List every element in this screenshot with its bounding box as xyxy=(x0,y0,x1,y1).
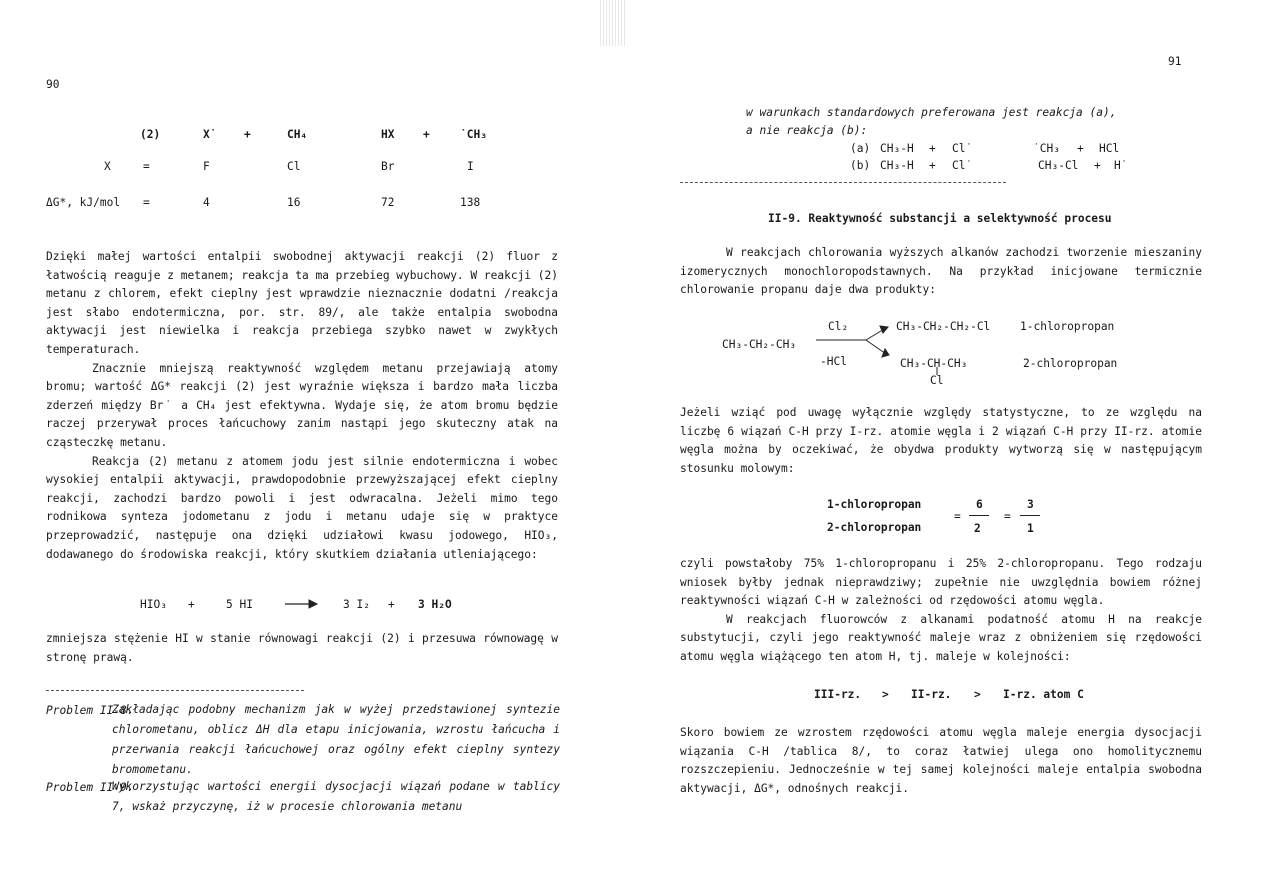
eq-term: HIO₃ xyxy=(140,598,167,611)
ratio-numerator: 3 xyxy=(1027,498,1034,511)
table-cell: 16 xyxy=(287,196,301,209)
eq-term: 5 HI xyxy=(226,598,253,611)
product-2-name: 2-chloropropan xyxy=(1023,357,1118,370)
left-page xyxy=(0,0,630,893)
scheme-reagent: Cl₂ xyxy=(828,320,849,333)
rxn-term: Cl˙ xyxy=(952,142,973,155)
order-term: II-rz. xyxy=(911,688,952,701)
order-term: > xyxy=(882,688,889,701)
table-cell: ˙CH₃ xyxy=(460,128,487,141)
body-text xyxy=(680,244,1202,300)
rxn-term: Cl˙ xyxy=(952,159,973,172)
ratio-name: 2-chloropropan xyxy=(827,521,922,534)
paragraph: W reakcjach fluorowców z alkanami podatność atomu H na reakcje substytucji, czyli jego reaktywność maleje wraz z obniżeniem się rzędowości atomu węgla wiążącego ten atom H, tj. maleje w kolejności: xyxy=(680,612,1202,663)
rxn-term: + xyxy=(1077,142,1084,155)
paragraph: czyli powstałoby 75% 1-chloropropanu i 25% 2-chloropropanu. Tego rodzaju wniosek byłby jednak nieprawdziwy; zupełnie nie uwzględnia bowiem różnej reaktywności wiązań C-H w zależności od rzędowości atomu węgla. xyxy=(680,557,1202,608)
rxn-term: (b) xyxy=(850,159,871,172)
rxn-term: (a) xyxy=(850,142,871,155)
body-text xyxy=(46,248,558,564)
table-cell: 138 xyxy=(460,196,481,209)
section-title: II-9. Reaktywność substancji a selektywność procesu xyxy=(768,212,1112,225)
reaction-arrow xyxy=(285,599,319,609)
table-cell: X˙ xyxy=(203,128,217,141)
product-2-substituent: Cl xyxy=(930,374,944,387)
scheme-reactant: CH₃-CH₂-CH₃ xyxy=(722,338,797,351)
ratio-numerator: 6 xyxy=(976,498,983,511)
continued-text: a nie reakcja (b): xyxy=(746,124,868,137)
order-term: III-rz. xyxy=(814,688,862,701)
rxn-term: ˙CH₃ xyxy=(1033,142,1060,155)
product-1-name: 1-chloropropan xyxy=(1020,320,1115,333)
rxn-term: CH₃-H xyxy=(880,159,914,172)
table-cell: (2) xyxy=(140,128,161,141)
fraction-bar xyxy=(1020,515,1040,516)
continued-text: w warunkach standardowych preferowana jest reakcja (a), xyxy=(746,106,1117,119)
paragraph: Znacznie mniejszą reaktywność względem metanu przejawiają atomy bromu; wartość ΔG* reakcji (2) jest wyraźnie większa i bardzo mała liczba zderzeń między Br˙ a CH₄ jest efektywna. Wydaje się, że atom bromu będzie raczej przerywał proces łańcuchowy zanim nastąpi jego skuteczny atak na cząsteczkę metanu. xyxy=(46,361,558,449)
order-term: I-rz. atom C xyxy=(1003,688,1084,701)
product-2: CH₃-CH-CH₃ xyxy=(900,357,968,370)
table-cell: HX xyxy=(381,128,395,141)
table-cell: Br xyxy=(381,160,395,173)
rxn-term: CH₃-Cl xyxy=(1038,159,1079,172)
table-cell: CH₄ xyxy=(287,128,308,141)
problem-label: Problem II-8. xyxy=(46,704,134,717)
separator xyxy=(46,690,304,691)
rxn-term: + xyxy=(1094,159,1101,172)
rxn-term: + xyxy=(929,142,936,155)
scheme-byproduct: -HCl xyxy=(820,355,847,368)
problem-label: Problem II-9. xyxy=(46,781,134,794)
table-cell: ΔG*, kJ/mol xyxy=(46,196,121,209)
separator xyxy=(680,182,1006,183)
rxn-term: H˙ xyxy=(1114,159,1128,172)
eq-term: 3 H₂O xyxy=(418,598,452,611)
page-number: 91 xyxy=(1168,55,1182,68)
body-text xyxy=(680,404,1202,478)
ratio-equals: = xyxy=(1004,510,1011,523)
paragraph: Skoro bowiem ze wzrostem rzędowości atomu węgla maleje energia dysocjacji wiązania C-H /tablica 8/, to coraz łatwiej ulega ono homolitycznemu rozszczepieniu. Jednocześnie w tej samej kolejności maleje entalpia swobodna aktywacji, ΔG*, odnośnych reakcji. xyxy=(680,726,1202,795)
eq-term: 3 I₂ xyxy=(343,598,370,611)
right-page xyxy=(630,0,1263,893)
problem-text: Zakładając podobny mechanizm jak w wyżej przedstawionej syntezie chlorometanu, oblicz ΔH dla etapu inicjowania, wzrostu łańcucha i przerwania reakcji łańcuchowej oraz ogólny efekt cieplny syntezy bromometanu. xyxy=(112,703,560,776)
paragraph: Reakcja (2) metanu z atomem jodu jest silnie endotermiczna i wobec wysokiej entalpii aktywacji, prawdopodobnie przewyższającej efekt cieplny reakcji, zachodzi bardzo powoli i jest odwracalna. Jeżeli mimo tego rodnikowa synteza jodometanu z jodu i metanu udaje się w praktyce przeprowadzić, następuje ona dzięki udziałowi kwasu jodowego, HIO₃, dodawanego do środowiska reakcji, który skutkiem działania utleniającego: xyxy=(46,454,558,561)
table-cell: = xyxy=(143,196,150,209)
eq-term: + xyxy=(388,598,395,611)
paragraph: zmniejsza stężenie HI w stanie równowagi reakcji (2) i przesuwa równowagę w stronę prawą. xyxy=(46,632,558,664)
ratio-denominator: 2 xyxy=(974,522,981,535)
paragraph: Jeżeli wziąć pod uwagę wyłącznie względy statystyczne, to ze względu na liczbę 6 wiązań C-H przy I-rz. atomie węgla i 2 wiązań C-H przy II-rz. atomie węgla można by oczekiwać, że obydwa produkty wytworzą się w następującym stosunku molowym: xyxy=(680,406,1202,475)
product-1: CH₃-CH₂-CH₂-Cl xyxy=(896,320,991,333)
body-text xyxy=(46,630,558,667)
table-cell: = xyxy=(143,160,150,173)
table-cell: 72 xyxy=(381,196,395,209)
table-cell: X xyxy=(104,160,111,173)
rxn-term: CH₃-H xyxy=(880,142,914,155)
ratio-equals: = xyxy=(954,510,961,523)
fraction-bar xyxy=(969,515,989,516)
body-text xyxy=(680,724,1202,798)
branch-arrows xyxy=(816,322,892,362)
ratio-denominator: 1 xyxy=(1027,522,1034,535)
table-cell: F xyxy=(203,160,210,173)
problem-text: Wykorzystując wartości energii dysocjacji wiązań podane w tablicy 7, wskaż przyczynę, iż w procesie chlorowania metanu xyxy=(112,780,560,813)
rxn-term: + xyxy=(929,159,936,172)
rxn-term: HCl xyxy=(1099,142,1120,155)
body-text xyxy=(680,555,1202,667)
eq-term: + xyxy=(188,598,195,611)
table-cell: + xyxy=(423,128,430,141)
page-number: 90 xyxy=(46,78,60,91)
table-cell: I xyxy=(467,160,474,173)
table-cell: + xyxy=(244,128,251,141)
order-term: > xyxy=(974,688,981,701)
table-cell: 4 xyxy=(203,196,210,209)
table-cell: Cl xyxy=(287,160,301,173)
paragraph: Dzięki małej wartości entalpii swobodnej aktywacji reakcji (2) fluor z łatwością reaguje z metanem; reakcja ta ma przebieg wybuchowy. W reakcji (2) metanu z chlorem, efekt cieplny jest wprawdzie nieznacznie dodatni /reakcja jest słabo endotermiczna, por. str. 89/, ale także entalpia swobodna aktywacji jest niewielka i reakcja przebiega szybko nawet w zwykłych temperaturach. xyxy=(46,250,558,356)
ratio-name: 1-chloropropan xyxy=(827,498,922,511)
paragraph: W reakcjach chlorowania wyższych alkanów zachodzi tworzenie mieszaniny izomerycznych monochloropodstawnych. Na przykład inicjowane termicznie chlorowanie propanu daje dwa produkty: xyxy=(680,246,1202,297)
